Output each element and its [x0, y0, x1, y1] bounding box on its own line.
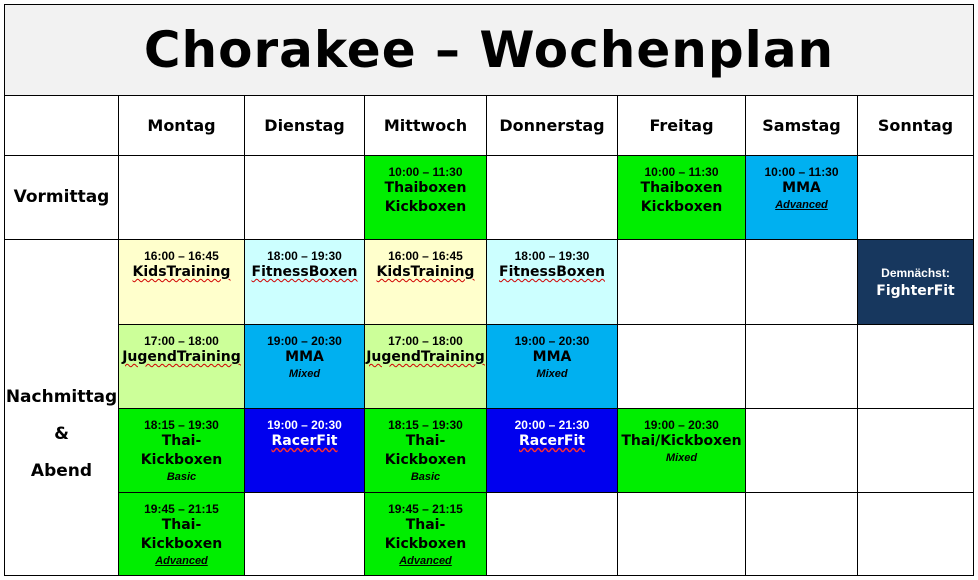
class-time: 17:00 – 18:00 [144, 334, 219, 348]
row-label-vormittag [4, 155, 119, 240]
slot-empty [118, 155, 245, 240]
class-time: 17:00 – 18:00 [388, 334, 463, 348]
class-dienstag-slot-3 [244, 408, 365, 493]
class-donnerstag-slot-1 [486, 239, 618, 325]
class-freitag-vormittag [617, 155, 746, 240]
class-name: Thai- Kickboxen [140, 433, 223, 468]
class-time: 19:00 – 20:30 [267, 334, 342, 348]
class-time: 19:00 – 20:30 [514, 334, 590, 348]
class-name: Thai/Kickboxen [621, 433, 742, 449]
class-mittwoch-vormittag [364, 155, 487, 240]
class-time: 20:00 – 21:30 [514, 418, 590, 432]
class-name: KidsTraining [132, 264, 231, 280]
class-name: JugendTraining [366, 349, 485, 365]
class-time: 16:00 – 16:45 [144, 249, 219, 263]
class-time: 18:00 – 19:30 [514, 249, 590, 263]
class-name: JugendTraining [122, 349, 241, 365]
class-name: Thai- Kickboxen [384, 517, 467, 552]
slot-empty [857, 324, 974, 409]
class-samstag-vormittag [745, 155, 858, 240]
class-time: 19:45 – 21:15 [388, 502, 463, 516]
class-mittwoch-slot-3 [364, 408, 487, 493]
slot-empty [617, 492, 746, 576]
day-header-samstag: Samstag [745, 95, 858, 156]
class-montag-slot-1 [118, 239, 245, 325]
coming-soon-label: Demnächst: [881, 265, 950, 280]
class-mittwoch-slot-1 [364, 239, 487, 325]
row-label-ampersand: & [54, 424, 69, 444]
slot-empty [617, 324, 746, 409]
class-level: Mixed [665, 452, 698, 464]
page-title: Chorakee – Wochenplan [143, 21, 835, 79]
class-name: RacerFit [519, 433, 585, 449]
slot-empty [617, 239, 746, 325]
class-name-2: Kickboxen [640, 199, 723, 215]
class-time: 18:00 – 19:30 [267, 249, 342, 263]
class-donnerstag-slot-2 [486, 324, 618, 409]
class-level: Basic [166, 471, 197, 483]
class-time: 19:00 – 20:30 [644, 418, 719, 432]
class-dienstag-slot-1 [244, 239, 365, 325]
class-name: FitnessBoxen [499, 264, 605, 280]
title-bar [4, 4, 974, 96]
class-dienstag-slot-2 [244, 324, 365, 409]
corner-cell [4, 95, 119, 156]
class-name: MMA [285, 349, 324, 365]
slot-empty [857, 155, 974, 240]
slot-empty [244, 155, 365, 240]
class-name: Thai- Kickboxen [140, 517, 223, 552]
class-name: Thai- Kickboxen [384, 433, 467, 468]
class-montag-slot-2 [118, 324, 245, 409]
slot-empty [486, 492, 618, 576]
class-level: Mixed [288, 368, 321, 380]
class-time: 18:15 – 19:30 [144, 418, 219, 432]
class-time: 19:45 – 21:15 [144, 502, 219, 516]
slot-empty [857, 492, 974, 576]
class-time: 10:00 – 11:30 [764, 165, 839, 179]
day-header-dienstag: Dienstag [244, 95, 365, 156]
class-name: Thaiboxen [640, 180, 723, 196]
class-freitag-slot-3 [617, 408, 746, 493]
class-level: Basic [410, 471, 441, 483]
class-name: MMA [782, 180, 821, 196]
class-name: Thaiboxen [384, 180, 467, 196]
class-name-2: Kickboxen [384, 199, 467, 215]
class-time: 10:00 – 11:30 [644, 165, 719, 179]
class-time: 19:00 – 20:30 [267, 418, 342, 432]
class-name: MMA [532, 349, 572, 365]
class-montag-slot-3 [118, 408, 245, 493]
day-header-sonntag: Sonntag [857, 95, 974, 156]
class-time: 18:15 – 19:30 [388, 418, 463, 432]
day-header-montag: Montag [118, 95, 245, 156]
class-time: 16:00 – 16:45 [388, 249, 463, 263]
slot-empty [745, 324, 858, 409]
class-name: KidsTraining [376, 264, 475, 280]
class-name: FighterFit [876, 282, 955, 299]
row-label-vormittag-text: Vormittag [13, 187, 110, 207]
slot-empty [244, 492, 365, 576]
row-label-abend: Abend [30, 461, 93, 481]
class-donnerstag-slot-3 [486, 408, 618, 493]
slot-empty [745, 408, 858, 493]
slot-empty [745, 239, 858, 325]
slot-empty [745, 492, 858, 576]
class-time: 10:00 – 11:30 [388, 165, 463, 179]
row-label-nachmittag: Nachmittag [5, 387, 118, 407]
class-level: Advanced [155, 555, 208, 567]
class-level: Advanced [399, 555, 452, 567]
day-header-donnerstag: Donnerstag [486, 95, 618, 156]
class-sonntag-demnaechst [857, 239, 974, 325]
class-mittwoch-slot-4 [364, 492, 487, 576]
row-label-nachmittag-abend [4, 239, 119, 576]
class-level: Mixed [536, 368, 568, 380]
class-level: Advanced [775, 199, 828, 211]
day-header-mittwoch: Mittwoch [364, 95, 487, 156]
class-montag-slot-4 [118, 492, 245, 576]
slot-empty [486, 155, 618, 240]
class-mittwoch-slot-2 [364, 324, 487, 409]
slot-empty [857, 408, 974, 493]
day-header-freitag: Freitag [617, 95, 746, 156]
class-name: FitnessBoxen [251, 264, 358, 280]
class-name: RacerFit [271, 433, 338, 449]
